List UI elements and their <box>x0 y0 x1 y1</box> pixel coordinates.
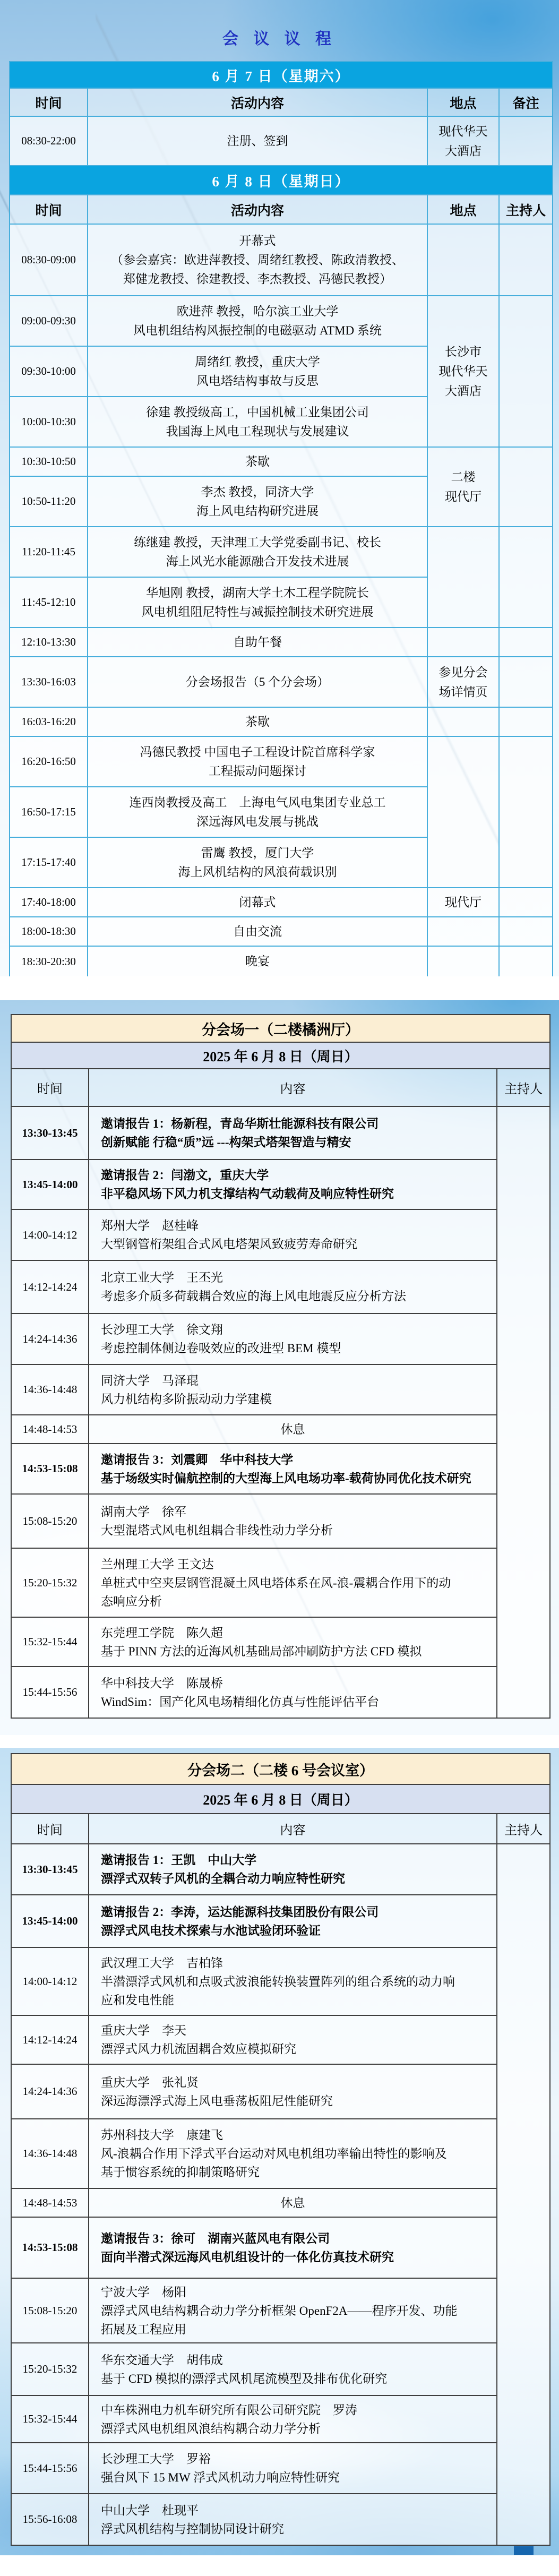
agenda-row <box>10 527 553 577</box>
time-cell: 08:30-22:00 <box>10 116 88 166</box>
column-header: 内容 <box>89 1814 497 1844</box>
text-line: 风电塔结构事故与反思 <box>196 374 319 388</box>
text-line: 李杰 教授，同济大学 <box>201 485 314 499</box>
talk-cell <box>89 2217 497 2278</box>
text-line: 华东交通大学 胡伟成 <box>101 2353 223 2367</box>
talk-cell <box>89 2015 497 2064</box>
text-line: 深远海风电发展与挑战 <box>196 814 319 828</box>
talk-cell <box>89 1947 497 2015</box>
column-header: 时间 <box>11 1069 89 1106</box>
session-row <box>11 1667 550 1718</box>
time-cell: 13:30-16:03 <box>10 657 88 707</box>
session-date: 2025 年 6 月 8 日（周日） <box>11 1042 550 1069</box>
agenda-row <box>10 628 553 657</box>
text-line: 邀请报告 3：刘震卿 华中科技大学 <box>101 1453 294 1466</box>
text-line: 考虑控制体侧边卷吸效应的改进型 BEM 模型 <box>101 1342 341 1355</box>
session-row <box>11 1415 550 1444</box>
agenda-row <box>10 707 553 736</box>
session-row <box>11 1617 550 1667</box>
talk-cell <box>89 1548 497 1617</box>
time-cell: 18:30-20:30 <box>10 946 88 976</box>
time-cell: 14:48-14:53 <box>11 1415 89 1444</box>
text-line: 欧进萍 教授，哈尔滨工业大学 <box>176 304 339 318</box>
column-header: 时间 <box>10 195 88 224</box>
column-header: 地点 <box>427 88 499 116</box>
text-line: 现代厅 <box>445 490 481 503</box>
decorative-blue-square <box>514 2546 534 2555</box>
activity-cell <box>88 476 427 527</box>
agenda-row <box>10 946 553 976</box>
day1-table <box>9 61 553 166</box>
column-header-row <box>11 1814 550 1844</box>
text-line: 连西岗教授及高工 上海电气风电集团专业总工 <box>129 795 386 809</box>
session-title-row <box>11 1015 550 1042</box>
time-cell: 10:30-10:50 <box>10 447 88 476</box>
text-line: 强台风下 15 MW 浮式风机动力响应特性研究 <box>101 2471 340 2484</box>
column-header: 内容 <box>89 1069 497 1106</box>
agenda-row <box>10 736 553 787</box>
column-header: 地点 <box>427 195 499 224</box>
column-header: 活动内容 <box>88 88 427 116</box>
main-program-section <box>0 0 559 976</box>
talk-cell <box>89 1844 497 1895</box>
text-line: 场详情页 <box>438 685 488 699</box>
column-header: 主持人 <box>497 1069 550 1106</box>
session1-section <box>0 1000 559 1735</box>
text-line: 风-浪耦合作用下浮式平台运动对风电机组功率输出特性的影响及 <box>101 2147 447 2160</box>
text-line: 武汉理工大学 吉柏锋 <box>101 1956 223 1970</box>
text-line: 重庆大学 张礼贤 <box>101 2075 199 2089</box>
time-cell: 14:36-14:48 <box>11 2119 89 2188</box>
time-cell: 15:20-15:32 <box>11 2343 89 2395</box>
time-cell: 15:44-15:56 <box>11 2443 89 2494</box>
text-line: 海上风电结构研究进展 <box>196 504 319 518</box>
location-cell <box>427 224 499 296</box>
column-header-row <box>10 195 553 224</box>
talk-cell <box>89 1160 497 1209</box>
text-line: WindSim：国产化风电场精细化仿真与性能评估平台 <box>101 1695 380 1708</box>
time-cell: 13:45-14:00 <box>11 1160 89 1209</box>
time-cell: 10:50-11:20 <box>10 476 88 527</box>
text-line: 二楼 <box>451 470 476 484</box>
activity-cell <box>88 787 427 837</box>
text-line: 单桩式中空夹层钢管混凝土风电塔体系在风-浪-震耦合作用下的动 <box>101 1576 451 1590</box>
text-line: 自由交流 <box>233 924 282 938</box>
text-line: 长沙理工大学 徐文翔 <box>101 1323 223 1336</box>
day2-table <box>9 165 553 976</box>
host-cell <box>497 1844 550 2545</box>
text-line: 分会场报告（5 个分会场） <box>185 675 330 689</box>
host-cell <box>499 707 553 736</box>
talk-cell <box>89 1106 497 1160</box>
text-line: 浮式风机结构与控制协同设计研究 <box>101 2522 284 2536</box>
session-row <box>11 2278 550 2343</box>
session-row <box>11 1947 550 2015</box>
activity-cell <box>88 346 427 397</box>
text-line: 重庆大学 李天 <box>101 2024 186 2037</box>
session-row <box>11 2119 550 2188</box>
session-row <box>11 2395 550 2443</box>
session-row <box>11 1494 550 1548</box>
text-line: 茶歇 <box>245 715 270 728</box>
location-cell <box>427 527 499 628</box>
location-cell <box>427 736 499 888</box>
text-line: 基于惯容系统的抑制策略研究 <box>101 2166 260 2179</box>
text-line: 冯德民教授 中国电子工程设计院首席科学家 <box>140 745 375 759</box>
text-line: 基于 PINN 方法的近海风机基础局部冲刷防护方法 CFD 模拟 <box>101 1644 422 1658</box>
activity-cell <box>88 116 427 166</box>
text-line: 邀请报告 2：李涛，运达能源科技集团股份有限公司 <box>101 1905 379 1919</box>
text-line: 华中科技大学 陈晟桥 <box>101 1676 223 1690</box>
host-cell <box>499 296 553 447</box>
activity-cell <box>88 736 427 787</box>
session-title-row <box>11 1754 550 1784</box>
text-line: 海上风机结构的风浪荷载识别 <box>178 865 337 879</box>
page-title: 会 议 议 程 <box>222 30 337 48</box>
time-cell: 16:50-17:15 <box>10 787 88 837</box>
activity-cell <box>88 224 427 296</box>
session-date-row <box>11 1042 550 1069</box>
time-cell: 15:20-15:32 <box>11 1548 89 1617</box>
session-row <box>11 2015 550 2064</box>
time-cell: 14:24-14:36 <box>11 2064 89 2119</box>
text-line: 现代华天 <box>438 124 488 138</box>
session-row <box>11 1444 550 1494</box>
text-line: 邀请报告 1：王凯 中山大学 <box>101 1853 257 1867</box>
time-cell: 15:44-15:56 <box>11 1667 89 1718</box>
text-line: 半潜漂浮式风机和点吸式波浪能转换装置阵列的组合系统的动力响 <box>101 1974 455 1988</box>
session-row <box>11 2217 550 2278</box>
talk-cell <box>89 1260 497 1313</box>
talk-cell <box>89 1617 497 1667</box>
talk-cell <box>89 1444 497 1494</box>
text-line: （参会嘉宾：欧进萍教授、周绪红教授、陈政清教授、 <box>111 253 404 267</box>
text-line: 漂浮式风电技术探索与水池试验闭环验证 <box>101 1924 321 1937</box>
talk-cell <box>89 2443 497 2494</box>
time-cell: 09:30-10:00 <box>10 346 88 397</box>
text-line: 东莞理工学院 陈久超 <box>101 1626 223 1639</box>
session-row <box>11 2064 550 2119</box>
time-cell: 14:00-14:12 <box>11 1209 89 1260</box>
text-line: 现代厅 <box>445 896 481 909</box>
text-line: 邀请报告 3：徐可 湖南兴蓝风电有限公司 <box>101 2231 330 2245</box>
text-line: 基于场级实时偏航控制的大型海上风电场功率-载荷协同优化技术研究 <box>101 1471 471 1485</box>
text-line: 雷鹰 教授，厦门大学 <box>201 846 314 860</box>
text-line: 非平稳风场下风力机支撑结构气动载荷及响应特性研究 <box>101 1187 394 1200</box>
talk-cell <box>89 1313 497 1364</box>
session-row <box>11 1548 550 1617</box>
activity-cell <box>88 577 427 628</box>
time-cell: 14:24-14:36 <box>11 1313 89 1364</box>
host-cell <box>499 657 553 707</box>
session-row <box>11 1313 550 1364</box>
text-line: 兰州理工大学 王文达 <box>101 1557 214 1571</box>
time-cell: 11:45-12:10 <box>10 577 88 628</box>
host-cell <box>499 447 553 527</box>
talk-cell <box>89 2395 497 2443</box>
agenda-row <box>10 657 553 707</box>
session-row <box>11 1364 550 1415</box>
text-line: 休息 <box>280 1422 305 1436</box>
activity-cell <box>88 296 427 346</box>
talk-cell <box>89 1209 497 1260</box>
text-line: 邀请报告 1：杨新程，青岛华斯壮能源科技有限公司 <box>101 1117 379 1130</box>
day-title: 6 月 7 日（星期六） <box>10 62 553 88</box>
talk-cell <box>89 2278 497 2343</box>
time-cell: 14:36-14:48 <box>11 1364 89 1415</box>
talk-cell <box>89 2343 497 2395</box>
column-header-row <box>11 1069 550 1106</box>
text-line: 开幕式 <box>239 234 276 247</box>
text-line: 湖南大学 徐军 <box>101 1505 186 1518</box>
time-cell: 13:30-13:45 <box>11 1844 89 1895</box>
time-cell: 08:30-09:00 <box>10 224 88 296</box>
talk-cell <box>89 2119 497 2188</box>
text-line: 漂浮式双转子风机的全耦合动力响应特性研究 <box>101 1872 345 1885</box>
text-line: 大酒店 <box>445 144 481 158</box>
agenda-row <box>10 296 553 346</box>
time-cell: 13:30-13:45 <box>11 1106 89 1160</box>
session-row <box>11 1160 550 1209</box>
text-line: 工程振动问题探讨 <box>209 764 306 778</box>
talk-cell <box>89 1895 497 1947</box>
text-line: 参见分会 <box>438 665 488 679</box>
day-title-row <box>10 62 553 88</box>
session-row <box>11 2443 550 2494</box>
location-cell <box>427 946 499 976</box>
text-line: 休息 <box>280 2196 305 2210</box>
time-cell: 14:48-14:53 <box>11 2188 89 2217</box>
talk-cell <box>89 2188 497 2217</box>
host-cell <box>499 116 553 166</box>
column-header: 时间 <box>11 1814 89 1844</box>
location-cell <box>427 917 499 946</box>
activity-cell <box>88 628 427 657</box>
text-line: 北京工业大学 王丕光 <box>101 1271 223 1284</box>
activity-cell <box>88 946 427 976</box>
text-line: 华旭刚 教授，湖南大学土木工程学院院长 <box>146 586 369 599</box>
text-line: 周绪红 教授，重庆大学 <box>195 355 320 368</box>
host-cell <box>499 946 553 976</box>
text-line: 应和发电性能 <box>101 1993 174 2007</box>
text-line: 大型混塔式风电机组耦合非线性动力学分析 <box>101 1524 333 1537</box>
session-row <box>11 1209 550 1260</box>
text-line: 苏州科技大学 康建飞 <box>101 2128 223 2142</box>
text-line: 面向半潜式深远海风电机组设计的一体化仿真技术研究 <box>101 2250 394 2264</box>
text-line: 中车株洲电力机车研究所有限公司研究院 罗涛 <box>101 2403 357 2417</box>
location-cell <box>427 296 499 447</box>
text-line: 海上风光水能源融合开发技术进展 <box>166 554 349 568</box>
location-cell <box>427 628 499 657</box>
text-line: 风电机组结构风振控制的电磁驱动 ATMD 系统 <box>133 323 382 337</box>
text-line: 风电机组阻尼特性与减振控制技术研究进展 <box>141 605 374 619</box>
text-line: 注册、签到 <box>227 134 288 148</box>
time-cell: 17:40-18:00 <box>10 888 88 917</box>
talk-cell <box>89 1364 497 1415</box>
host-cell <box>499 527 553 628</box>
agenda-row <box>10 888 553 917</box>
text-line: 大型钢管桁架组合式风电塔架风致疲劳寿命研究 <box>101 1238 357 1251</box>
time-cell: 17:15-17:40 <box>10 837 88 888</box>
text-line: 漂浮式风力机流固耦合效应模拟研究 <box>101 2042 296 2056</box>
talk-cell <box>89 2064 497 2119</box>
time-cell: 14:00-14:12 <box>11 1947 89 2015</box>
text-line: 长沙市 <box>445 345 481 358</box>
activity-cell <box>88 888 427 917</box>
time-cell: 12:10-13:30 <box>10 628 88 657</box>
column-header-row <box>10 88 553 116</box>
text-line: 邀请报告 2：闫渤文，重庆大学 <box>101 1169 269 1182</box>
talk-cell <box>89 1667 497 1718</box>
time-cell: 15:56-16:08 <box>11 2494 89 2545</box>
time-cell: 14:53-15:08 <box>11 1444 89 1494</box>
bottom-margin <box>0 2555 559 2576</box>
host-cell <box>499 224 553 296</box>
activity-cell <box>88 707 427 736</box>
column-header: 主持人 <box>497 1814 550 1844</box>
session-row <box>11 1895 550 1947</box>
time-cell: 13:45-14:00 <box>11 1895 89 1947</box>
day-title: 6 月 8 日（星期日） <box>10 166 553 195</box>
column-header: 活动内容 <box>88 195 427 224</box>
text-line: 基于 CFD 模拟的漂浮式风机尾流模型及排布优化研究 <box>101 2372 388 2385</box>
text-line: 晚宴 <box>245 955 270 968</box>
talk-cell <box>89 2494 497 2545</box>
time-cell: 14:12-14:24 <box>11 1260 89 1313</box>
location-cell <box>427 116 499 166</box>
time-cell: 18:00-18:30 <box>10 917 88 946</box>
text-line: 漂浮式风电结构耦合动力学分析框架 OpenF2A——程序开发、功能 <box>101 2304 458 2317</box>
text-line: 风力机结构多阶振动动力学建模 <box>101 1392 272 1406</box>
text-line: 深远海漂浮式海上风电垂荡板阻尼性能研究 <box>101 2094 333 2108</box>
text-line: 自助午餐 <box>233 635 282 649</box>
time-cell: 09:00-09:30 <box>10 296 88 346</box>
time-cell: 14:12-14:24 <box>11 2015 89 2064</box>
text-line: 我国海上风电工程现状与发展建议 <box>166 424 349 438</box>
time-cell: 14:53-15:08 <box>11 2217 89 2278</box>
text-line: 拓展及工程应用 <box>101 2322 186 2336</box>
session-row <box>11 1844 550 1895</box>
text-line: 郑州大学 赵桂峰 <box>101 1219 199 1232</box>
session-row <box>11 2343 550 2395</box>
text-line: 创新赋能 行稳“质”远 ---构架式塔架智造与精安 <box>101 1136 351 1149</box>
session-row <box>11 1106 550 1160</box>
agenda-row <box>10 224 553 296</box>
text-line: 现代华天 <box>438 365 488 378</box>
session2-section <box>0 1748 559 2555</box>
session-title: 分会场二（二楼 6 号会议室） <box>11 1754 550 1784</box>
session-date-row <box>11 1784 550 1814</box>
column-header: 时间 <box>10 88 88 116</box>
session1-table <box>11 1014 551 1719</box>
activity-cell <box>88 917 427 946</box>
text-line: 中山大学 杜现平 <box>101 2503 199 2517</box>
activity-cell <box>88 657 427 707</box>
day-title-row <box>10 166 553 195</box>
session-title: 分会场一（二楼橘洲厅） <box>11 1015 550 1042</box>
text-line: 大酒店 <box>445 384 481 398</box>
activity-cell <box>88 837 427 888</box>
text-line: 长沙理工大学 罗裕 <box>101 2452 211 2466</box>
activity-cell <box>88 397 427 447</box>
agenda-row <box>10 917 553 946</box>
time-cell: 11:20-11:45 <box>10 527 88 577</box>
text-line: 闭幕式 <box>239 895 276 909</box>
host-cell <box>499 736 553 888</box>
session-row <box>11 2188 550 2217</box>
talk-cell <box>89 1415 497 1444</box>
host-cell <box>497 1106 550 1718</box>
host-cell <box>499 888 553 917</box>
text-line: 漂浮式风电机组风浪结构耦合动力学分析 <box>101 2422 321 2435</box>
column-header: 主持人 <box>499 195 553 224</box>
text-line: 练继建 教授，天津理工大学党委副书记、校长 <box>134 535 381 549</box>
talk-cell <box>89 1494 497 1548</box>
session-date: 2025 年 6 月 8 日（周日） <box>11 1784 550 1814</box>
host-cell <box>499 628 553 657</box>
time-cell: 15:08-15:20 <box>11 1494 89 1548</box>
activity-cell <box>88 527 427 577</box>
text-line: 态响应分析 <box>101 1594 162 1608</box>
time-cell: 15:32-15:44 <box>11 1617 89 1667</box>
text-line: 宁波大学 杨阳 <box>101 2285 186 2299</box>
activity-cell <box>88 447 427 476</box>
text-line: 郑健龙教授、徐建教授、李杰教授、冯德民教授） <box>123 272 392 286</box>
session-row <box>11 2494 550 2545</box>
location-cell <box>427 447 499 527</box>
location-cell <box>427 707 499 736</box>
time-cell: 16:03-16:20 <box>10 707 88 736</box>
time-cell: 10:00-10:30 <box>10 397 88 447</box>
section-divider <box>0 976 559 1000</box>
time-cell: 15:08-15:20 <box>11 2278 89 2343</box>
time-cell: 16:20-16:50 <box>10 736 88 787</box>
agenda-row <box>10 447 553 476</box>
text-line: 考虑多介质多荷载耦合效应的海上风电地震反应分析方法 <box>101 1290 406 1303</box>
session2-table <box>11 1753 551 2546</box>
text-line: 同济大学 马泽琨 <box>101 1373 199 1387</box>
agenda-row <box>10 116 553 166</box>
column-header: 备注 <box>499 88 553 116</box>
session-row <box>11 1260 550 1313</box>
location-cell <box>427 888 499 917</box>
location-cell <box>427 657 499 707</box>
section-divider <box>0 1735 559 1748</box>
text-line: 徐建 教授级高工，中国机械工业集团公司 <box>146 405 369 419</box>
text-line: 茶歇 <box>245 454 270 468</box>
host-cell <box>499 917 553 946</box>
time-cell: 15:32-15:44 <box>11 2395 89 2443</box>
